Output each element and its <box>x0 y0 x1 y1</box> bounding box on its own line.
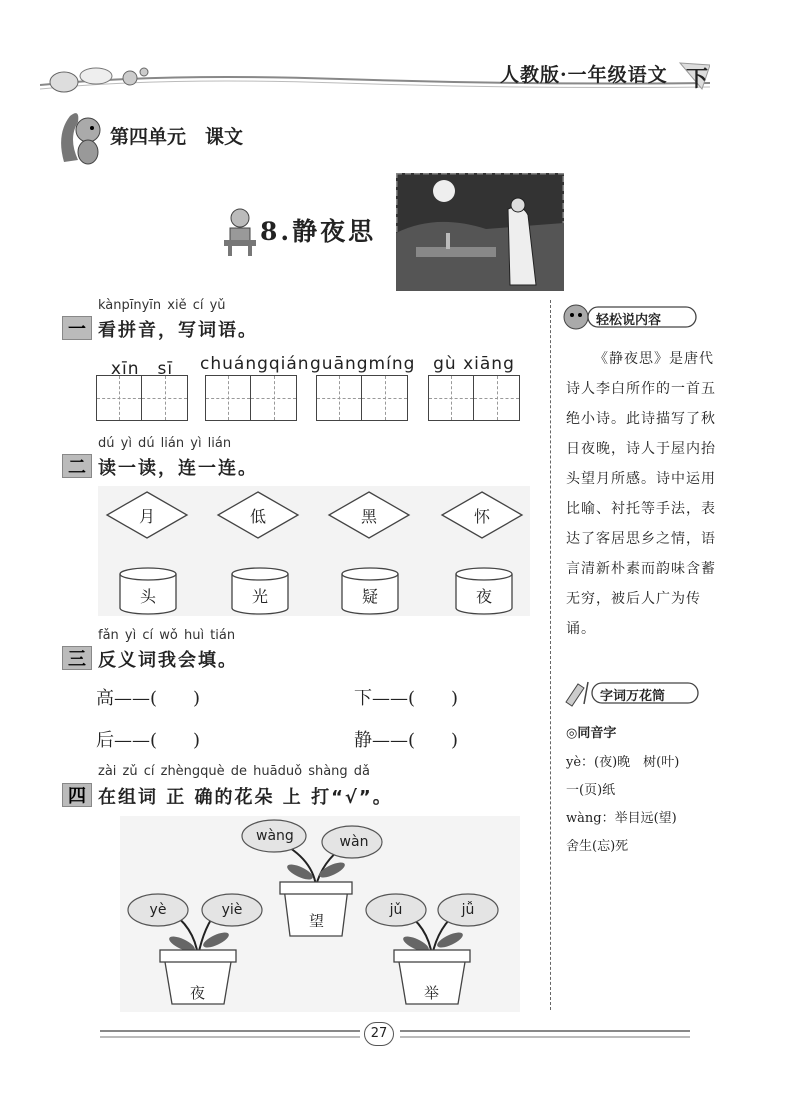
q4-number: 四 <box>62 783 92 807</box>
cylinder-char: 夜 <box>475 587 492 606</box>
grid-cell[interactable] <box>362 376 407 420</box>
homophone-item: wàng：举目远(望) <box>566 811 677 826</box>
grid-cell[interactable] <box>429 376 474 420</box>
cylinder-char: 头 <box>139 587 156 606</box>
homophone-item: 一(页)纸 <box>566 783 616 798</box>
sidebar-section2-heading <box>562 678 702 708</box>
volume-label: 下 <box>686 67 709 92</box>
antonym-blank[interactable]: 高——( ) <box>96 688 201 709</box>
q1-number: 一 <box>62 316 92 340</box>
sidebar-intro-paragraph: 《静夜思》是唐代诗人李白所作的一首五绝小诗。此诗描写了秋日夜晚，诗人于屋内抬头望月所感。诗中运用比喻、衬托等手法，表达了客居思乡之情，语言清新朴素而韵味含蓄无穷，被后人广为传诵。 <box>566 351 716 637</box>
cylinder-char: 光 <box>251 587 268 606</box>
q4-pinyin: zài zǔ cí zhèngquè de huāduǒ shàng dǎ <box>98 764 371 779</box>
q2-number: 二 <box>62 454 92 478</box>
flower-petal-option[interactable]: jǔ <box>389 902 403 918</box>
squirrel-icon <box>56 104 106 166</box>
q2-instruction: 读一读，连一连。 <box>98 458 258 479</box>
q1-word-pinyin: chuángqián <box>200 354 310 374</box>
match-diamond[interactable] <box>105 490 189 540</box>
q1-word-pinyin: guāngmíng <box>310 354 416 374</box>
diamond-char: 怀 <box>473 507 490 526</box>
grid-cell[interactable] <box>251 376 296 420</box>
q4-instruction: 在组词 正 确的花朵 上 打“√”。 <box>98 787 393 808</box>
q1-writing-grid[interactable] <box>96 375 188 421</box>
sidebar-section1-title: 轻松说内容 <box>596 313 662 328</box>
flower-petal-option[interactable]: yè <box>149 902 167 918</box>
grid-cell[interactable] <box>206 376 251 420</box>
flower-petal-option[interactable]: jǚ <box>461 902 475 918</box>
footer-line <box>400 1030 690 1032</box>
match-diamond[interactable] <box>216 490 300 540</box>
footer-line <box>100 1036 360 1038</box>
antonym-blank[interactable]: 下——( ) <box>354 688 459 709</box>
diamond-char: 月 <box>138 507 155 526</box>
match-diamond[interactable] <box>440 490 524 540</box>
q1-writing-grid[interactable] <box>428 375 520 421</box>
sidebar-section1-heading <box>562 302 700 332</box>
match-cylinder[interactable] <box>118 566 178 616</box>
grid-cell[interactable] <box>142 376 187 420</box>
flower-pot-char: 举 <box>424 984 440 1002</box>
grid-cell[interactable] <box>474 376 519 420</box>
cylinder-char: 疑 <box>361 587 378 606</box>
grid-cell[interactable] <box>97 376 142 420</box>
flower-petal-option[interactable]: wàng <box>256 828 294 844</box>
match-cylinder[interactable] <box>230 566 290 616</box>
flower-petal-option[interactable]: yiè <box>221 902 243 918</box>
poem-illustration <box>396 173 564 291</box>
header-logo-icon <box>44 62 154 94</box>
reading-girl-icon <box>222 206 258 256</box>
match-cylinder[interactable] <box>340 566 400 616</box>
match-diamond[interactable] <box>327 490 411 540</box>
q1-word-pinyin: xīn sī <box>110 359 174 379</box>
lesson-title: 8.静夜思 <box>260 217 377 246</box>
sidebar-divider <box>550 300 551 1010</box>
header-title: 人教版·一年级语文 <box>500 64 668 86</box>
flower-pot-char: 夜 <box>190 984 206 1002</box>
footer-line <box>400 1036 690 1038</box>
q3-number: 三 <box>62 646 92 670</box>
diamond-char: 黑 <box>360 507 377 526</box>
grid-cell[interactable] <box>317 376 362 420</box>
homophone-item: yè：(夜)晚 树(叶) <box>566 755 680 770</box>
q1-pinyin: kànpīnyīn xiě cí yǔ <box>98 298 226 313</box>
page-number: 27 <box>364 1022 394 1046</box>
q1-instruction: 看拼音，写词语。 <box>98 320 258 341</box>
q2-pinyin: dú yì dú lián yì lián <box>98 436 232 451</box>
sidebar-section2-title: 字词万花筒 <box>600 689 666 704</box>
footer-line <box>100 1030 360 1032</box>
antonym-blank[interactable]: 静——( ) <box>354 730 459 751</box>
flower-petal-option[interactable]: wàn <box>339 834 369 850</box>
q3-pinyin: fǎn yì cí wǒ huì tián <box>98 628 236 643</box>
diamond-char: 低 <box>249 507 266 526</box>
homophone-subtitle: ◎同音字 <box>566 726 617 741</box>
q3-instruction: 反义词我会填。 <box>98 650 238 671</box>
q1-writing-grid[interactable] <box>205 375 297 421</box>
homophone-item: 舍生(忘)死 <box>566 839 629 854</box>
match-cylinder[interactable] <box>454 566 514 616</box>
flower-pot-char: 望 <box>309 912 325 930</box>
unit-title: 第四单元 课文 <box>110 126 244 148</box>
q1-word-pinyin: gù xiāng <box>433 354 515 374</box>
antonym-blank[interactable]: 后——( ) <box>96 730 201 751</box>
q1-writing-grid[interactable] <box>316 375 408 421</box>
